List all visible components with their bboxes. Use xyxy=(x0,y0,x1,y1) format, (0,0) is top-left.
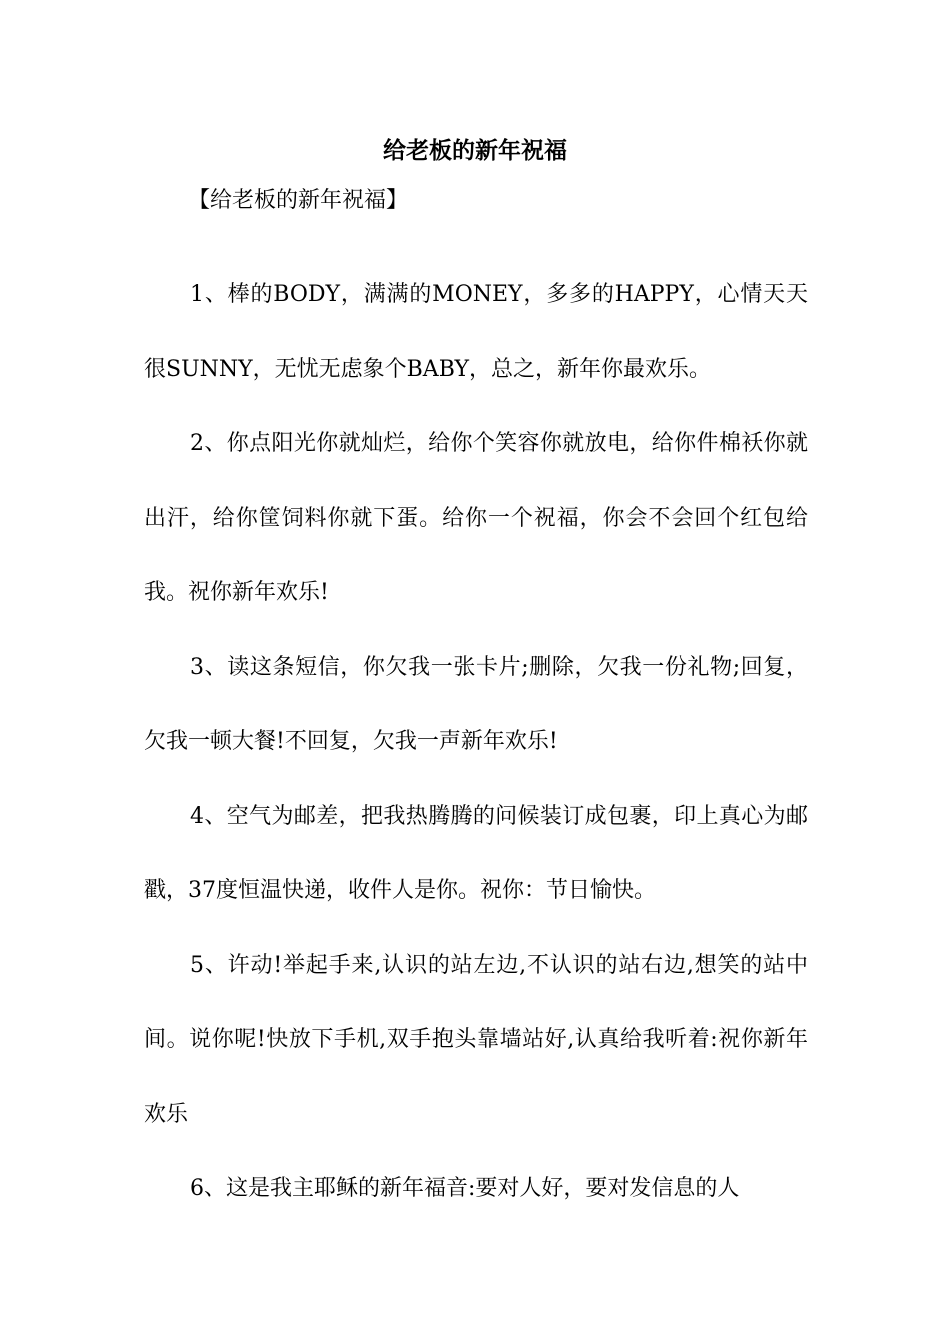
document-title: 给老板的新年祝福 xyxy=(383,137,567,164)
document-body xyxy=(144,258,808,1227)
paragraph-5: 5、许动!举起手来,认识的站左边,不认识的站右边,想笑的站中间。说你呢!快放下手机,双手抱头靠墙站好,认真给我听着:祝你新年欢乐 xyxy=(144,952,808,1127)
paragraph-2: 2、你点阳光你就灿烂，给你个笑容你就放电，给你件棉袄你就出汗，给你筐饲料你就下蛋。给你一个祝福，你会不会回个红包给我。祝你新年欢乐! xyxy=(144,431,808,605)
paragraph-3: 3、读这条短信，你欠我一张卡片;删除，欠我一份礼物;回复，欠我一顿大餐!不回复，欠我一声新年欢乐! xyxy=(144,654,808,754)
document-subtitle: 【给老板的新年祝福】 xyxy=(188,188,409,213)
paragraph-1: 1、棒的BODY，满满的MONEY，多多的HAPPY，心情天天很SUNNY，无忧无虑象个BABY，总之，新年你最欢乐。 xyxy=(144,282,808,382)
paragraph-4: 4、空气为邮差，把我热腾腾的问候装订成包裹，印上真心为邮戳，37度恒温快递，收件人是你。祝你：节日愉快。 xyxy=(144,803,808,903)
paragraph-6: 6、这是我主耶稣的新年福音:要对人好，要对发信息的人 xyxy=(190,1176,740,1201)
